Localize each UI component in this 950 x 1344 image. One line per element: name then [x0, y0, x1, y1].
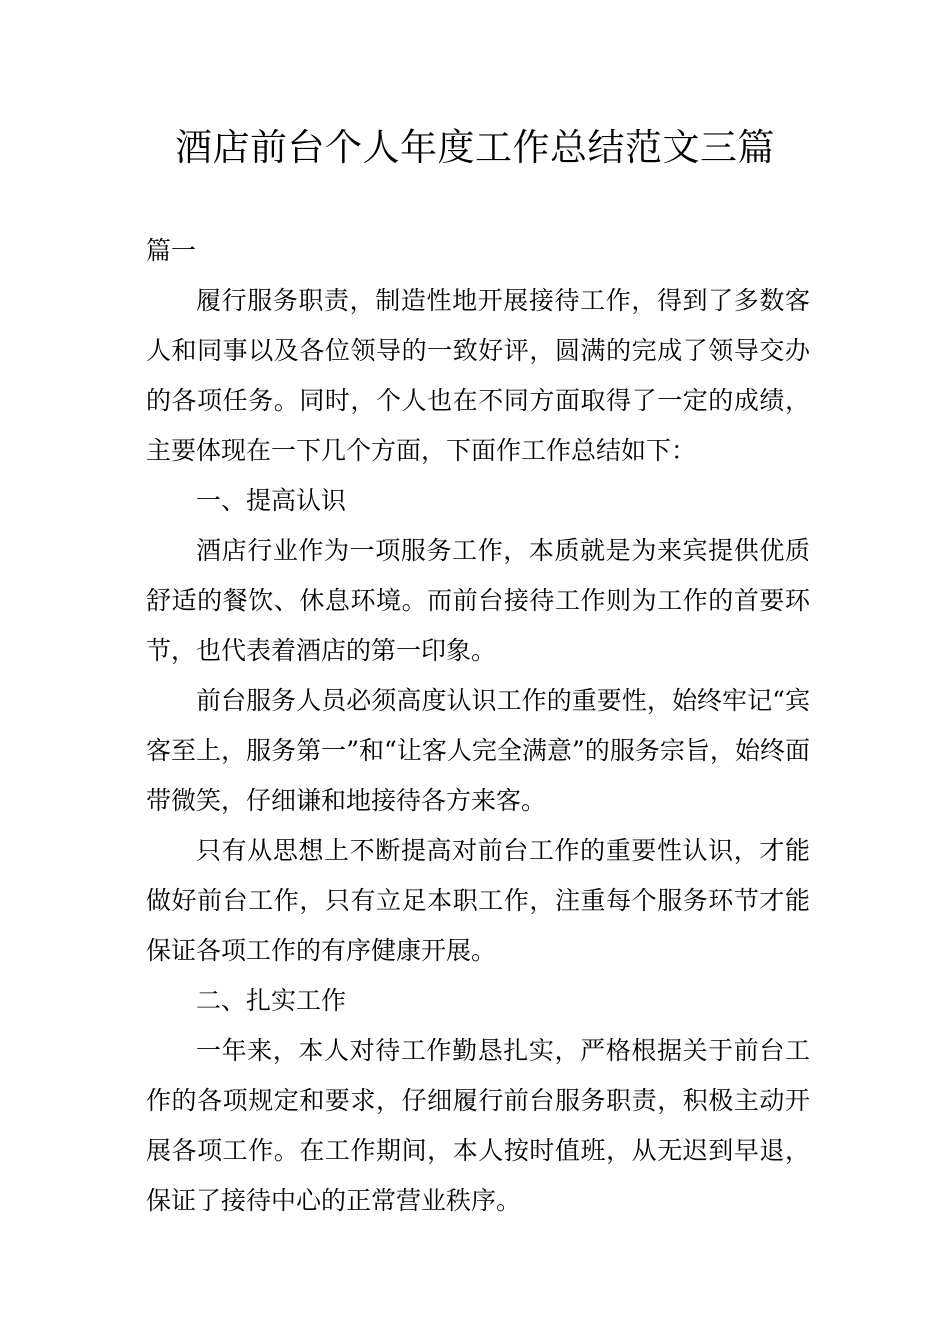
- document-title: 酒店前台个人年度工作总结范文三篇: [175, 126, 775, 169]
- document-body: [146, 226, 810, 1226]
- paragraph: 履行服务职责，制造性地开展接待工作，得到了多数客人和同事以及各位领导的一致好评，圆满的完成了领导交办的各项任务。同时，个人也在不同方面取得了一定的成绩，主要体现在一下几个方面，下面作工作总结如下：: [146, 286, 810, 465]
- section-heading: 二、扎实工作: [196, 986, 347, 1015]
- paragraph: 酒店行业作为一项服务工作，本质就是为来宾提供优质舒适的餐饮、休息环境。而前台接待工作则为工作的首要环节，也代表着酒店的第一印象。: [146, 536, 810, 665]
- paragraph: 前台服务人员必须高度认识工作的重要性，始终牢记“宾客至上，服务第一”和“让客人完全满意”的服务宗旨，始终面带微笑，仔细谦和地接待各方来客。: [146, 686, 810, 815]
- section-heading: 一、提高认识: [196, 486, 347, 515]
- paragraph: 一年来，本人对待工作勤恳扎实，严格根据关于前台工作的各项规定和要求，仔细履行前台服务职责，积极主动开展各项工作。在工作期间，本人按时值班，从无迟到早退，保证了接待中心的正常营业秩序。: [146, 1036, 810, 1215]
- section-label: 篇一: [146, 236, 197, 265]
- paragraph: 只有从思想上不断提高对前台工作的重要性认识，才能做好前台工作，只有立足本职工作，注重每个服务环节才能保证各项工作的有序健康开展。: [146, 836, 810, 965]
